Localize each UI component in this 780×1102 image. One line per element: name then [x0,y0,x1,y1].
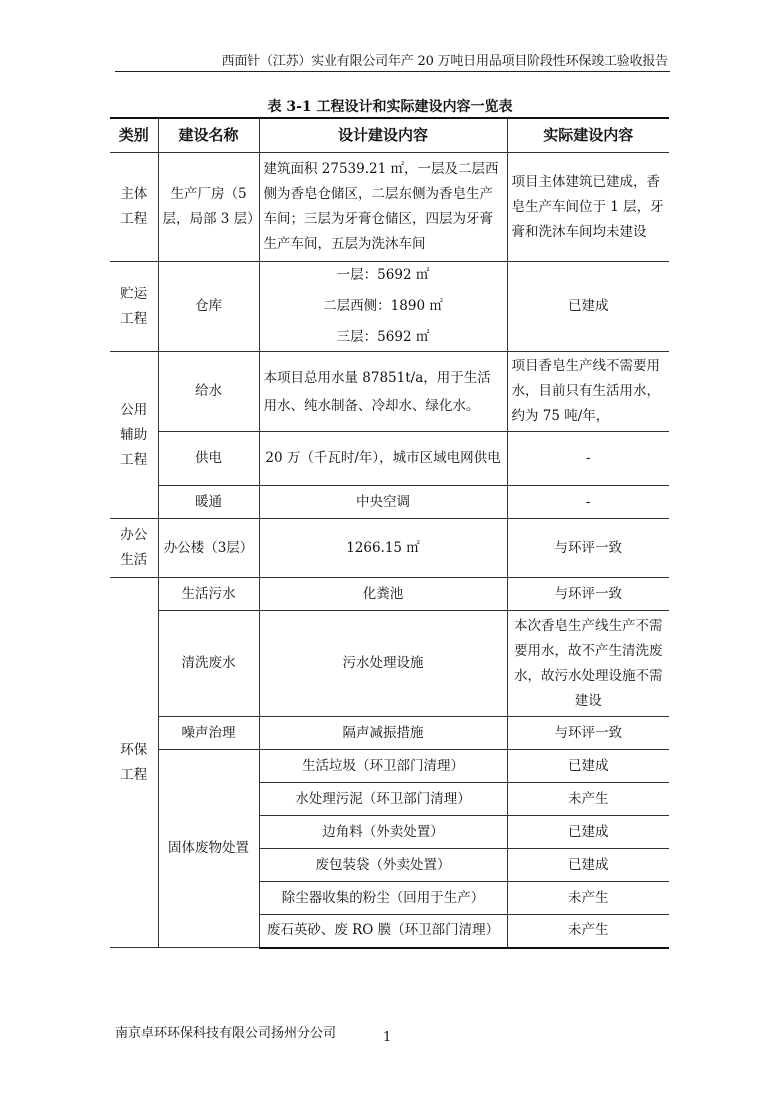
category-cell: 主体工程 [110,153,158,262]
design-cell: 废石英砂、废 RO 膜（环卫部门清理） [259,915,507,948]
design-line: 三层：5692 ㎡ [336,329,430,345]
actual-cell: 未产生 [507,915,669,948]
table-row [110,578,669,611]
actual-cell: - [507,486,669,519]
table-row [110,611,669,717]
table-row [110,717,669,750]
design-cell: 中央空调 [259,486,507,519]
name-cell: 仓库 [158,262,259,352]
name-cell: 固体废物处置 [158,750,259,948]
actual-cell: 已建成 [507,816,669,849]
name-cell: 生产厂房（5层，局部 3 层） [158,153,259,262]
design-cell: 除尘器收集的粉尘（回用于生产） [259,882,507,915]
design-cell: 20 万（千瓦时/年），城市区域电网供电 [259,432,507,486]
name-cell: 办公楼（3层） [158,519,259,578]
design-cell: 污水处理设施 [259,611,507,717]
table-row [110,519,669,578]
construction-content-table [110,117,669,949]
table-row [110,352,669,432]
actual-cell: - [507,432,669,486]
table-caption: 表 3-1 工程设计和实际建设内容一览表 [267,99,513,115]
name-cell: 暖通 [158,486,259,519]
actual-cell: 项目主体建筑已建成，香皂生产车间位于 1 层，牙膏和洗沐车间均未建设 [507,153,669,262]
name-cell: 供电 [158,432,259,486]
table-row [110,153,669,262]
table-header-row [110,118,669,153]
design-cell: 建筑面积 27539.21 ㎡，一层及二层西侧为香皂仓储区，二层东侧为香皂生产车间；三层为牙膏仓储区，四层为牙膏生产车间，五层为洗沐车间 [259,153,507,262]
design-cell: 本项目总用水量 87851t/a，用于生活用水、纯水制备、冷却水、绿化水。 [259,352,507,432]
table-row [110,262,669,352]
design-cell: 1266.15 ㎡ [259,519,507,578]
actual-cell: 已建成 [507,750,669,783]
actual-cell: 未产生 [507,882,669,915]
actual-cell: 已建成 [507,849,669,882]
column-header-design: 设计建设内容 [259,118,507,153]
design-cell: 化粪池 [259,578,507,611]
column-header-actual: 实际建设内容 [507,118,669,153]
column-header-name: 建设名称 [158,118,259,153]
category-cell: 贮运工程 [110,262,158,352]
table-row [110,486,669,519]
design-line: 一层：5692 ㎡ [336,267,430,283]
design-cell [259,262,507,352]
design-cell: 生活垃圾（环卫部门清理） [259,750,507,783]
header-divider [115,71,670,72]
name-cell: 噪声治理 [158,717,259,750]
design-cell: 废包装袋（外卖处置） [259,849,507,882]
design-cell: 水处理污泥（环卫部门清理） [259,783,507,816]
name-cell: 清洗废水 [158,611,259,717]
actual-cell: 未产生 [507,783,669,816]
actual-cell: 已建成 [507,262,669,352]
name-cell: 给水 [158,352,259,432]
category-cell: 环保工程 [110,578,158,948]
actual-cell: 与环评一致 [507,717,669,750]
company-footer: 南京卓环环保科技有限公司扬州分公司 [115,1026,337,1041]
category-cell: 公用辅助工程 [110,352,158,519]
actual-cell: 本次香皂生产线生产不需要用水，故不产生清洗废水，故污水处理设施不需建设 [507,611,669,717]
page-number: 1 [383,1030,392,1045]
actual-cell: 与环评一致 [507,519,669,578]
design-cell: 隔声减振措施 [259,717,507,750]
table-row [110,750,669,783]
name-cell: 生活污水 [158,578,259,611]
design-cell: 边角料（外卖处置） [259,816,507,849]
design-line: 二层西侧：1890 ㎡ [323,298,443,314]
actual-cell: 与环评一致 [507,578,669,611]
actual-cell: 项目香皂生产线不需要用水，目前只有生活用水，约为 75 吨/年， [507,352,669,432]
category-cell: 办公生活 [110,519,158,578]
document-header: 西面针（江苏）实业有限公司年产 20 万吨日用品项目阶段性环保竣工验收报告 [221,54,668,69]
column-header-category: 类别 [110,118,158,153]
table-row [110,432,669,486]
